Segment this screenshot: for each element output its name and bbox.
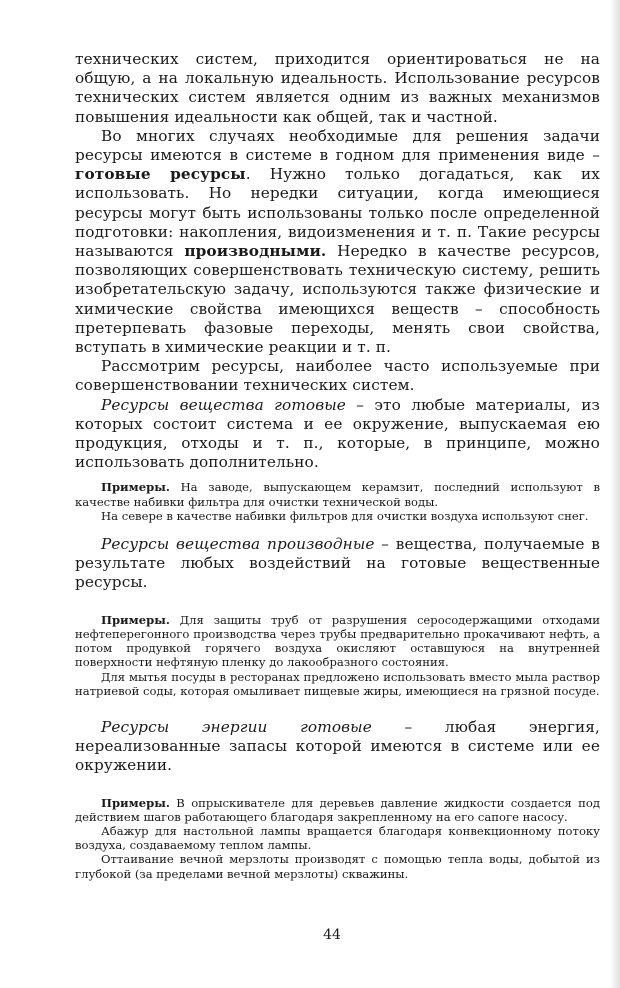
paragraph-consider: Рассмотрим ресурсы, наиболее часто используемые при совершенствовании технических систем. <box>75 357 600 395</box>
example-text: Абажур для настольной лампы вращается благодаря конвекционному потоку воздуха, создаваемому теплом лампы. <box>75 823 600 853</box>
term-derived-substance: Ресурсы вещества производные <box>101 535 375 554</box>
definition-text: – это любые материалы, из которых состоит система и ее окружение, выпускаемая ею продукция, отходы и т. п., которые, в принципе, можно использовать дополнительно. <box>75 395 600 472</box>
examples-label: Примеры. <box>101 612 170 627</box>
example-text: Для мытья посуды в ресторанах предложено использовать вместо мыла раствор натриевой соды, которая омыливает пищевые жиры, имеющиеся на грязной посуде. <box>75 669 600 698</box>
paragraph-ready-resources <box>75 127 600 357</box>
page-number: 44 <box>323 927 341 943</box>
example-text: На севере в качестве набивки фильтров для очистки воздуха используют снег. <box>101 508 589 523</box>
text-fragment: Нередко в качестве ресурсов, позволяющих совершенствовать техническую систему, решить изобретательскую задачу, используются также физические и химические свойства имеющихся веществ – способность претерпевать фазовые переходы, менять свои свойства, вступать в химические реакции и т. п. <box>75 242 601 357</box>
term-ready-energy: Ресурсы энергии готовые <box>101 717 372 736</box>
example-text <box>75 796 600 824</box>
example-text <box>75 480 600 508</box>
example-body: Для защиты труб от разрушения серосодержащими отходами нефтеперегонного производства через трубы предварительно прокачивают нефть, а потом продувкой горячего воздуха окисляют оставшуюся на внутренней поверхности нефтяную пленку до лакообразного состояния. <box>75 612 600 670</box>
term-ready-substance: Ресурсы вещества готовые <box>101 395 346 414</box>
definition-text: – вещества, получаемые в результате любых воздействий на готовые вещественные ресурсы. <box>75 535 600 592</box>
definition-ready-energy <box>75 718 600 776</box>
definition-ready-substance <box>75 396 600 473</box>
examples-label: Примеры. <box>101 795 170 810</box>
examples-ready-substance <box>75 480 600 523</box>
example-text: Оттаивание вечной мерзлоты производят с помощью тепла воды, добытой из глубокой (за пределами вечной мерзлоты) скважины. <box>75 852 600 881</box>
term-ready-resources: готовые ресурсы <box>75 165 246 184</box>
text-fragment: . Нужно только догадаться, как их использовать. Но нередки ситуации, когда имеющиеся ресурсы могут быть использованы только после определенной подготовки: накопления, видоизменения и т. п. Такие ресурсы называются <box>75 165 600 261</box>
examples-derived-substance <box>75 613 600 698</box>
definition-derived-substance <box>75 535 600 593</box>
example-body: На заводе, выпускающем керамзит, последний используют в качестве набивки фильтра для очистки технической воды. <box>75 480 600 509</box>
page-edge-shadow <box>610 0 620 988</box>
examples-ready-energy <box>75 796 600 881</box>
definition-text: – любая энергия, нереализованные запасы которой имеются в системе или ее окружении. <box>75 717 600 775</box>
text-fragment: Во многих случаях необходимые для решения задачи ресурсы имеются в системе в годном для применения виде – <box>75 126 600 165</box>
term-derived: производными. <box>184 242 327 261</box>
example-body: В опрыскивателе для деревьев давление жидкости создается под действием шагов работающего благодаря закрепленному на его сапоге насосу. <box>75 795 600 824</box>
examples-label: Примеры. <box>101 480 170 495</box>
example-text <box>75 613 600 670</box>
paragraph-intro: технических систем, приходится ориентироваться не на общую, а на локальную идеальность. Использование ресурсов технических систем является одним из важных механизмов повышения идеальности как общей, так и частной. <box>75 50 600 126</box>
